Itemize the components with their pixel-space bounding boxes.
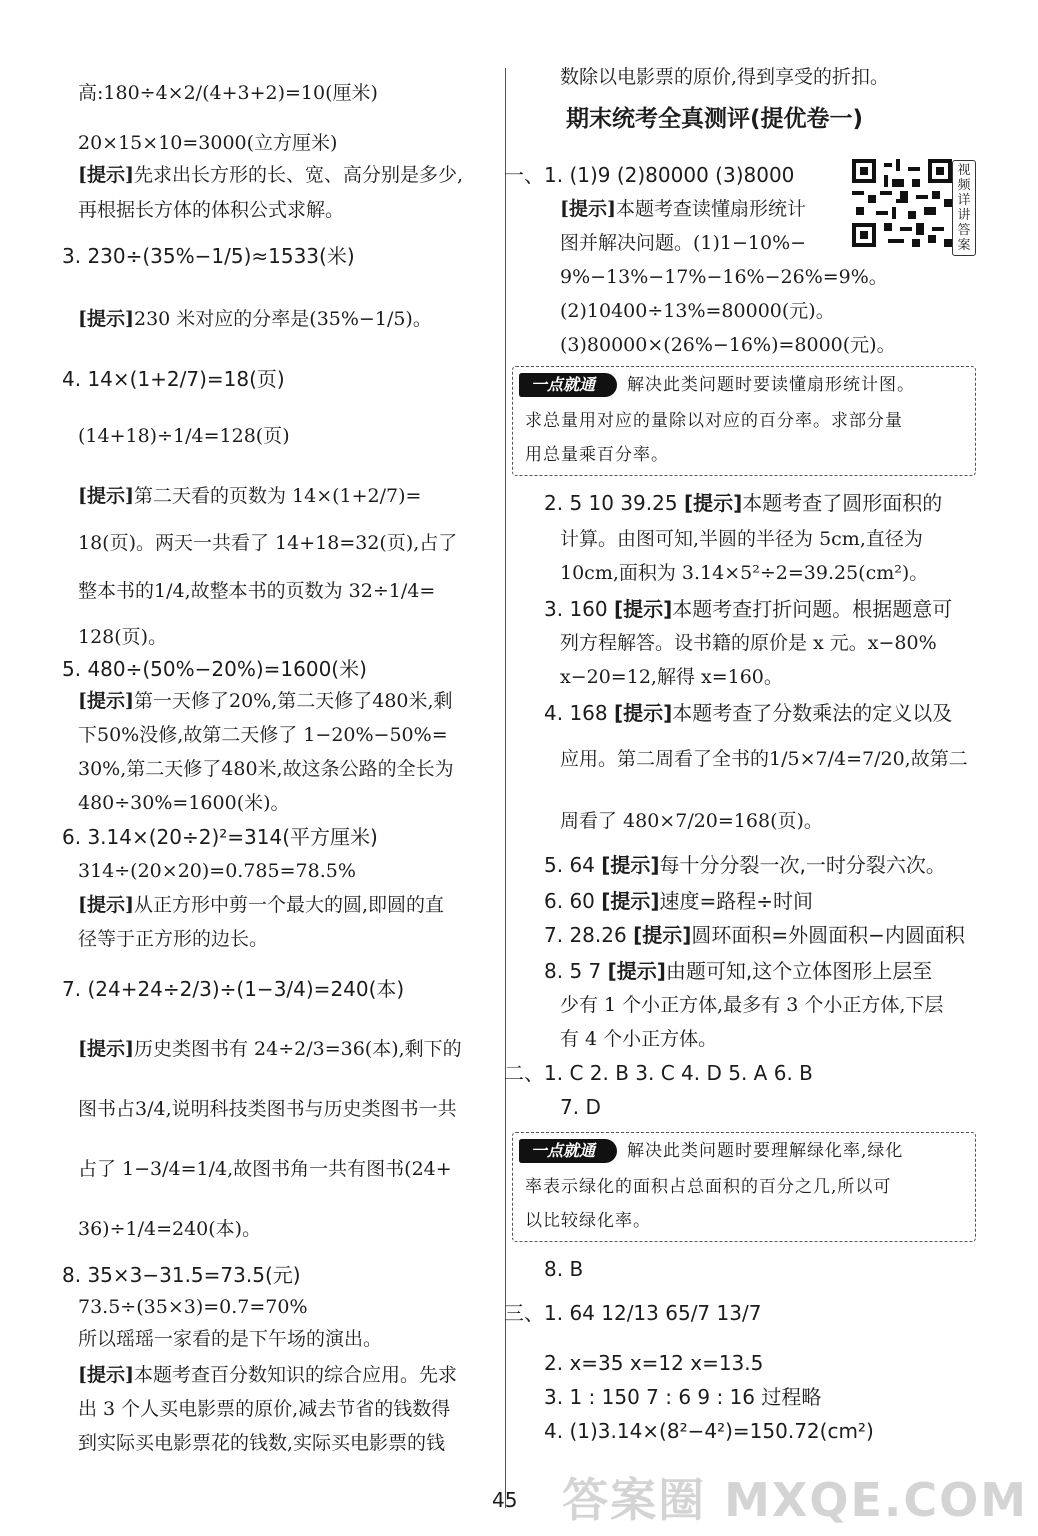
question-line: 二、1. C 2. B 3. C 4. D 5. A 6. B <box>504 1061 813 1085</box>
question-line: 5. 64 [提示]每十分分裂一次,一时分裂六次。 <box>544 853 946 877</box>
answer-line: 所以瑶瑶一家看的是下午场的演出。 <box>78 1328 383 1350</box>
answer-line: 有 4 个小正方体。 <box>560 1028 718 1050</box>
tip-text: 用总量乘百分率。 <box>525 445 669 465</box>
tip-box-2 <box>512 1132 976 1242</box>
answer-line: 出 3 个人买电影票的原价,减去节省的钱数得 <box>78 1398 451 1420</box>
answer-line: 73.5÷(35×3)=0.7=70% <box>78 1296 308 1318</box>
watermark <box>562 1464 1028 1530</box>
answer-line: x−20=12,解得 x=160。 <box>560 666 783 688</box>
qr-label: 视频详讲答案 <box>952 160 976 256</box>
answer-line: (14+18)÷1/4=128(页) <box>78 425 290 447</box>
answer-line: [提示]本题考查百分数知识的综合应用。先求 <box>78 1364 457 1386</box>
answer-line: (3)80000×(26%−16%)=8000(元)。 <box>560 334 896 356</box>
answer-line: 30%,第二天修了480米,故这条公路的全长为 <box>78 758 454 780</box>
answer-line: 到实际买电影票花的钱数,实际买电影票的钱 <box>78 1432 446 1454</box>
answer-line: 高:180÷4×2/(4+3+2)=10(厘米) <box>78 82 378 104</box>
question-line: 4. 14×(1+2/7)=18(页) <box>62 367 285 391</box>
answer-line: 9%−13%−17%−16%−26%=9%。 <box>560 266 888 288</box>
answer-line: [提示]历史类图书有 24÷2/3=36(本),剩下的 <box>78 1038 462 1060</box>
qr-code-icon <box>852 158 952 248</box>
question-line: 5. 480÷(50%−20%)=1600(米) <box>62 657 367 681</box>
question-line: 一、1. (1)9 (2)80000 (3)8000 <box>504 163 795 187</box>
answer-line: 图并解决问题。(1)1−10%− <box>560 232 807 254</box>
tip-box-1 <box>512 366 976 476</box>
answer-line: 下50%没修,故第二天修了 1−20%−50%= <box>78 724 448 746</box>
answer-line: 整本书的1/4,故整本书的页数为 32÷1/4= <box>78 580 436 602</box>
answer-line: 20×15×10=3000(立方厘米) <box>78 132 338 154</box>
column-divider <box>505 68 506 1508</box>
answer-line: 314÷(20×20)=0.785=78.5% <box>78 860 356 882</box>
answer-line: 占了 1−3/4=1/4,故图书角一共有图书(24+ <box>78 1158 452 1180</box>
tip-text: 求总量用对应的量除以对应的百分率。求部分量 <box>525 411 903 431</box>
tip-text: 解决此类问题时要理解绿化率,绿化 <box>627 1141 904 1161</box>
question-line: 6. 3.14×(20÷2)²=314(平方厘米) <box>62 825 378 849</box>
answer-line: [提示]本题考查读懂扇形统计 <box>560 198 806 220</box>
question-line: 三、1. 64 12/13 65/7 13/7 <box>504 1301 762 1325</box>
question-line: 4. 168 [提示]本题考查了分数乘法的定义以及 <box>544 701 953 725</box>
answer-line: 再根据长方体的体积公式求解。 <box>78 199 345 221</box>
question-line: 8. 35×3−31.5=73.5(元) <box>62 1263 301 1287</box>
answer-line: 少有 1 个小正方体,最多有 3 个小正方体,下层 <box>560 994 944 1016</box>
question-line: 3. 1 : 150 7 : 6 9 : 16 过程略 <box>544 1385 822 1409</box>
question-line: 3. 230÷(35%−1/5)≈1533(米) <box>62 244 355 268</box>
question-line: 7. D <box>560 1095 601 1119</box>
question-line: 3. 160 [提示]本题考查打折问题。根据题意可 <box>544 597 953 621</box>
watermark-text: 答案圈 MXQE.COM <box>562 1473 1028 1527</box>
question-line: 2. 5 10 39.25 [提示]本题考查了圆形面积的 <box>544 491 943 515</box>
answer-line: 图书占3/4,说明科技类图书与历史类图书一共 <box>78 1098 457 1120</box>
answer-line: 径等于正方形的边长。 <box>78 928 269 950</box>
page-number: 45 <box>492 1488 518 1512</box>
question-line: 8. B <box>544 1257 584 1281</box>
question-line: 7. (24+24÷2/3)÷(1−3/4)=240(本) <box>62 977 405 1001</box>
answer-line: [提示]230 米对应的分率是(35%−1/5)。 <box>78 308 432 330</box>
answer-line: 128(页)。 <box>78 626 168 648</box>
answer-line: [提示]从正方形中剪一个最大的圆,即圆的直 <box>78 894 445 916</box>
answer-line: 18(页)。两天一共看了 14+18=32(页),占了 <box>78 532 458 554</box>
answer-line: 480÷30%=1600(米)。 <box>78 792 290 814</box>
answer-line: 周看了 480×7/20=168(页)。 <box>560 810 823 832</box>
question-line: 2. x=35 x=12 x=13.5 <box>544 1351 764 1375</box>
answer-line: 10cm,面积为 3.14×5²÷2=39.25(cm²)。 <box>560 562 929 584</box>
question-line: 4. (1)3.14×(8²−4²)=150.72(cm²) <box>544 1419 874 1443</box>
answer-line: 数除以电影票的原价,得到享受的折扣。 <box>560 66 890 88</box>
tip-badge: 一点就通 <box>519 1139 617 1163</box>
tip-text: 以比较绿化率。 <box>525 1211 651 1231</box>
question-line: 6. 60 [提示]速度=路程÷时间 <box>544 889 814 913</box>
answer-line: [提示]先求出长方形的长、宽、高分别是多少, <box>78 164 464 186</box>
tip-text: 解决此类问题时要读懂扇形统计图。 <box>627 375 915 395</box>
answer-line: (2)10400÷13%=80000(元)。 <box>560 300 835 322</box>
answer-line: [提示]第一天修了20%,第二天修了480米,剩 <box>78 690 453 712</box>
answer-line: [提示]第二天看的页数为 14×(1+2/7)= <box>78 485 422 507</box>
answer-line: 计算。由图可知,半圆的半径为 5cm,直径为 <box>560 528 923 550</box>
answer-line: 应用。第二周看了全书的1/5×7/4=7/20,故第二 <box>560 748 968 770</box>
tip-text: 率表示绿化的面积占总面积的百分之几,所以可 <box>525 1177 892 1197</box>
question-line: 7. 28.26 [提示]圆环面积=外圆面积−内圆面积 <box>544 923 965 947</box>
answer-line: 列方程解答。设书籍的原价是 x 元。x−80% <box>560 632 937 654</box>
question-line: 8. 5 7 [提示]由题可知,这个立体图形上层至 <box>544 959 933 983</box>
section-title: 期末统考全真测评(提优卷一) <box>566 106 864 132</box>
answer-line: 36)÷1/4=240(本)。 <box>78 1218 262 1240</box>
tip-badge: 一点就通 <box>519 373 617 397</box>
